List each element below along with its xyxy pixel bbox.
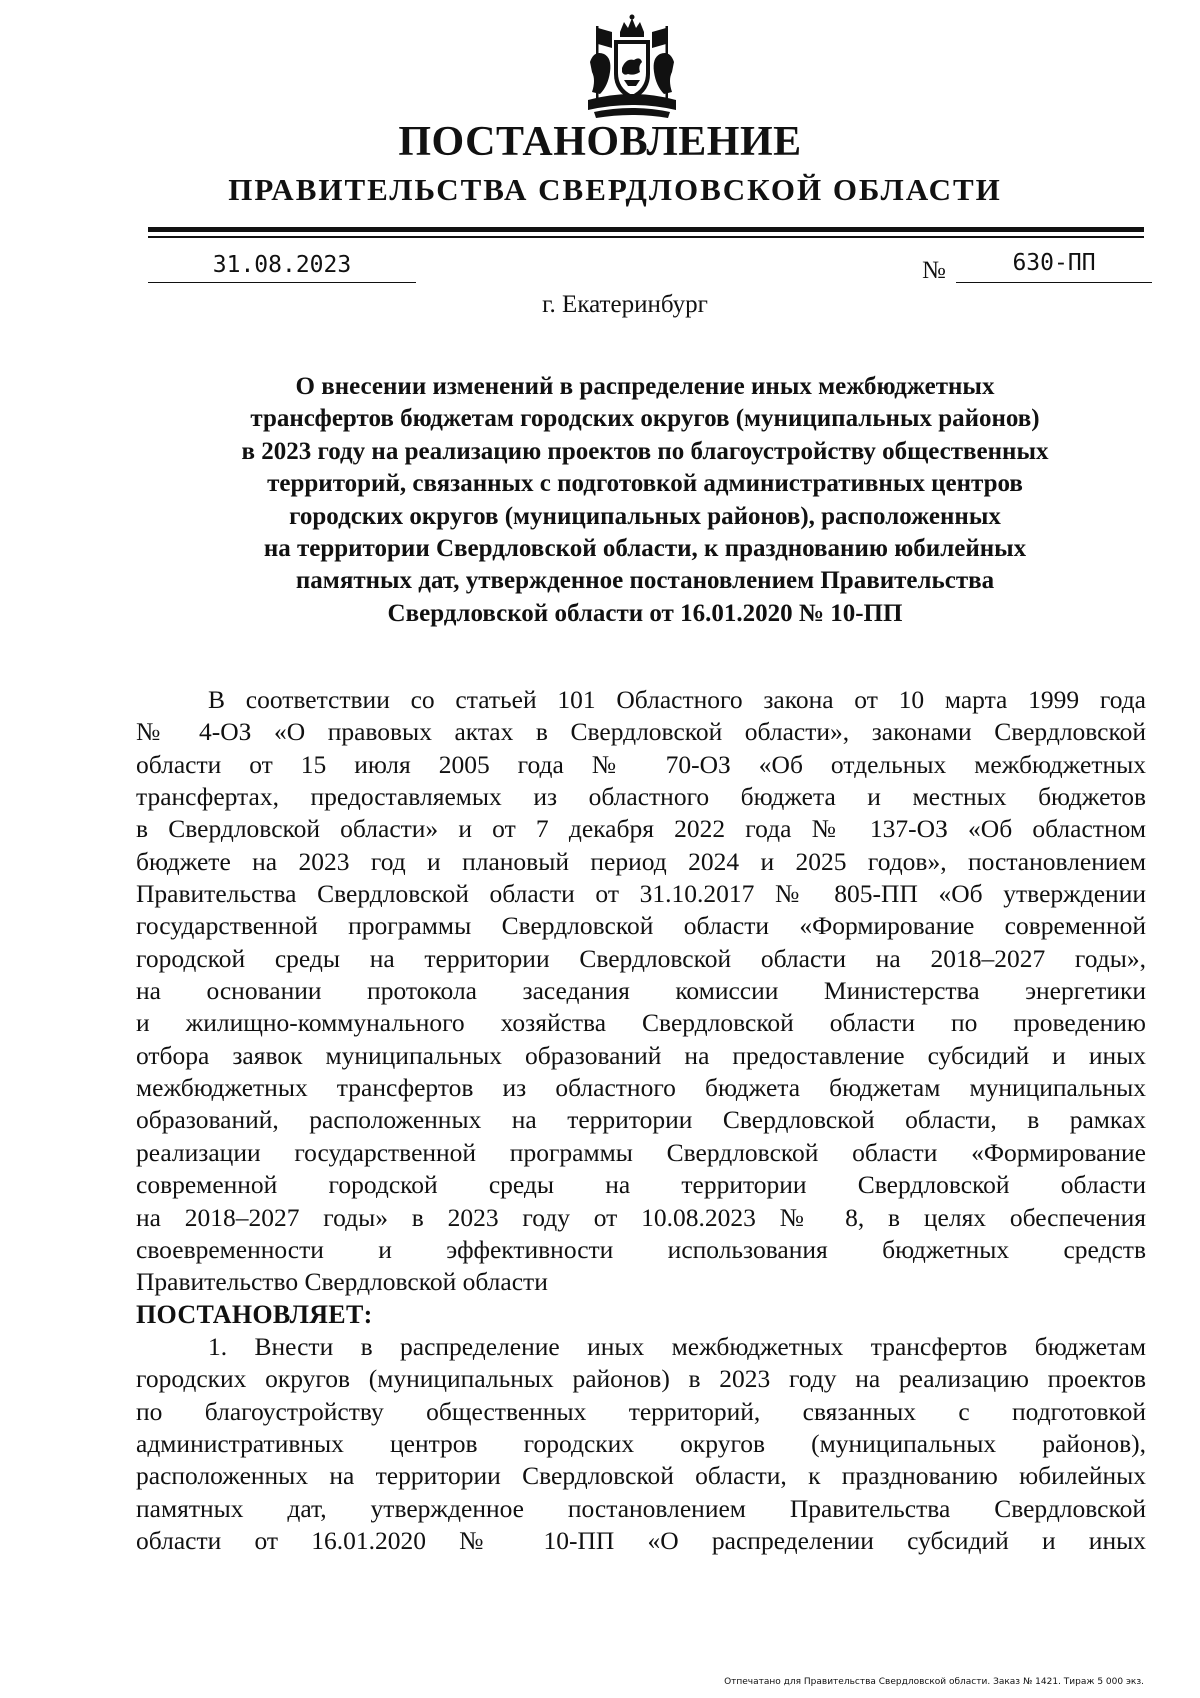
heading-line: О внесении изменений в распределение иных межбюджетных (295, 373, 995, 400)
heading-line: территорий, связанных с подготовкой административных центров (267, 470, 1023, 498)
body-line: современной городской среды на территории Свердловской области (136, 1170, 1146, 1200)
sverdlovsk-coat-of-arms-icon (580, 14, 684, 122)
number-label: № (922, 257, 946, 284)
heading-line: на территории Свердловской области, к празднованию юбилейных (263, 535, 1027, 563)
item-line: расположенных на территории Свердловской области, к празднованию юбилейных (136, 1461, 1146, 1491)
issuing-authority: ПРАВИТЕЛЬСТВА СВЕРДЛОВСКОЙ ОБЛАСТИ (228, 172, 1002, 207)
print-footer: Отпечатано для Правительства Свердловской области. Заказ № 1421. Тираж 5 000 экз. (724, 1677, 1144, 1687)
body-line: государственной программы Свердловской области «Формирование современной (136, 911, 1146, 941)
item-line: городских округов (муниципальных районов) в 2023 году на реализацию проектов (136, 1364, 1146, 1394)
document-date: 31.08.2023 (148, 248, 416, 283)
body-line: Правительство Свердловской области (136, 1267, 548, 1297)
body-line: В соответствии со статьей 101 Областного закона от 10 марта 1999 года (208, 685, 1146, 714)
body-line: межбюджетных трансфертов из областного бюджета бюджетам муниципальных (136, 1073, 1146, 1103)
body-line: в Свердловской области» и от 7 декабря 2022 года № 137-ОЗ «Об областном (136, 814, 1146, 844)
body-line: № 4-ОЗ «О правовых актах в Свердловской области», законами Свердловской (136, 717, 1146, 747)
item-line: памятных дат, утвержденное постановлением Правительства Свердловской (136, 1493, 1146, 1523)
body-line: реализации государственной программы Свердловской области «Формирование (136, 1137, 1146, 1167)
header-divider-thick (148, 227, 1144, 232)
heading-line: Свердловской области от 16.01.2020 № 10-ПП (387, 599, 903, 627)
body-line: своевременности и эффективности использования бюджетных средств (136, 1234, 1146, 1264)
heading-line: городских округов (муниципальных районов), расположенных (289, 502, 1001, 530)
item-line: области от 16.01.2020 № 10-ПП «О распределении субсидий и иных (136, 1525, 1146, 1555)
body-line: городской среды на территории Свердловской области на 2018–2027 годы», (136, 943, 1146, 973)
body-line: трансфертах, предоставляемых из областного бюджета и местных бюджетов (136, 782, 1146, 812)
document-heading (150, 371, 1140, 630)
item-line: 1. Внести в распределение иных межбюджетных трансфертов бюджетам (208, 1331, 1146, 1361)
body-line: отбора заявок муниципальных образований на предоставление субсидий и иных (136, 1040, 1146, 1070)
body-line: образований, расположенных на территории Свердловской области, в рамках (136, 1105, 1146, 1135)
body-line: на основании протокола заседания комиссии Министерства энергетики (136, 976, 1146, 1006)
document-city: г. Екатеринбург (542, 291, 708, 318)
item-line: административных центров городских округов (муниципальных районов), (136, 1428, 1146, 1458)
body-line: Правительства Свердловской области от 31.10.2017 № 805-ПП «Об утверждении (136, 879, 1146, 909)
body-line: на 2018–2027 годы» в 2023 году от 10.08.2023 № 8, в целях обеспечения (136, 1202, 1146, 1232)
resolve-label: ПОСТАНОВЛЯЕТ: (136, 1299, 373, 1329)
item-line: по благоустройству общественных территорий, связанных с подготовкой (136, 1396, 1146, 1426)
document-type-title: ПОСТАНОВЛЕНИЕ (398, 119, 802, 165)
header-divider-thin (148, 236, 1144, 238)
body-line: бюджете на 2023 год и плановый период 2024 и 2025 годов», постановлением (136, 846, 1146, 876)
body-line: и жилищно-коммунального хозяйства Свердловской области по проведению (136, 1008, 1146, 1038)
body-line: области от 15 июля 2005 года № 70-ОЗ «Об отдельных межбюджетных (136, 749, 1146, 779)
heading-line: в 2023 году на реализацию проектов по благоустройству общественных (241, 437, 1049, 465)
document-body (136, 684, 1146, 1557)
heading-line: трансфертов бюджетам городских округов (муниципальных районов) (250, 405, 1040, 433)
heading-line: памятных дат, утвержденное постановлением Правительства (295, 567, 995, 595)
document-number: 630-ПП (956, 246, 1152, 283)
